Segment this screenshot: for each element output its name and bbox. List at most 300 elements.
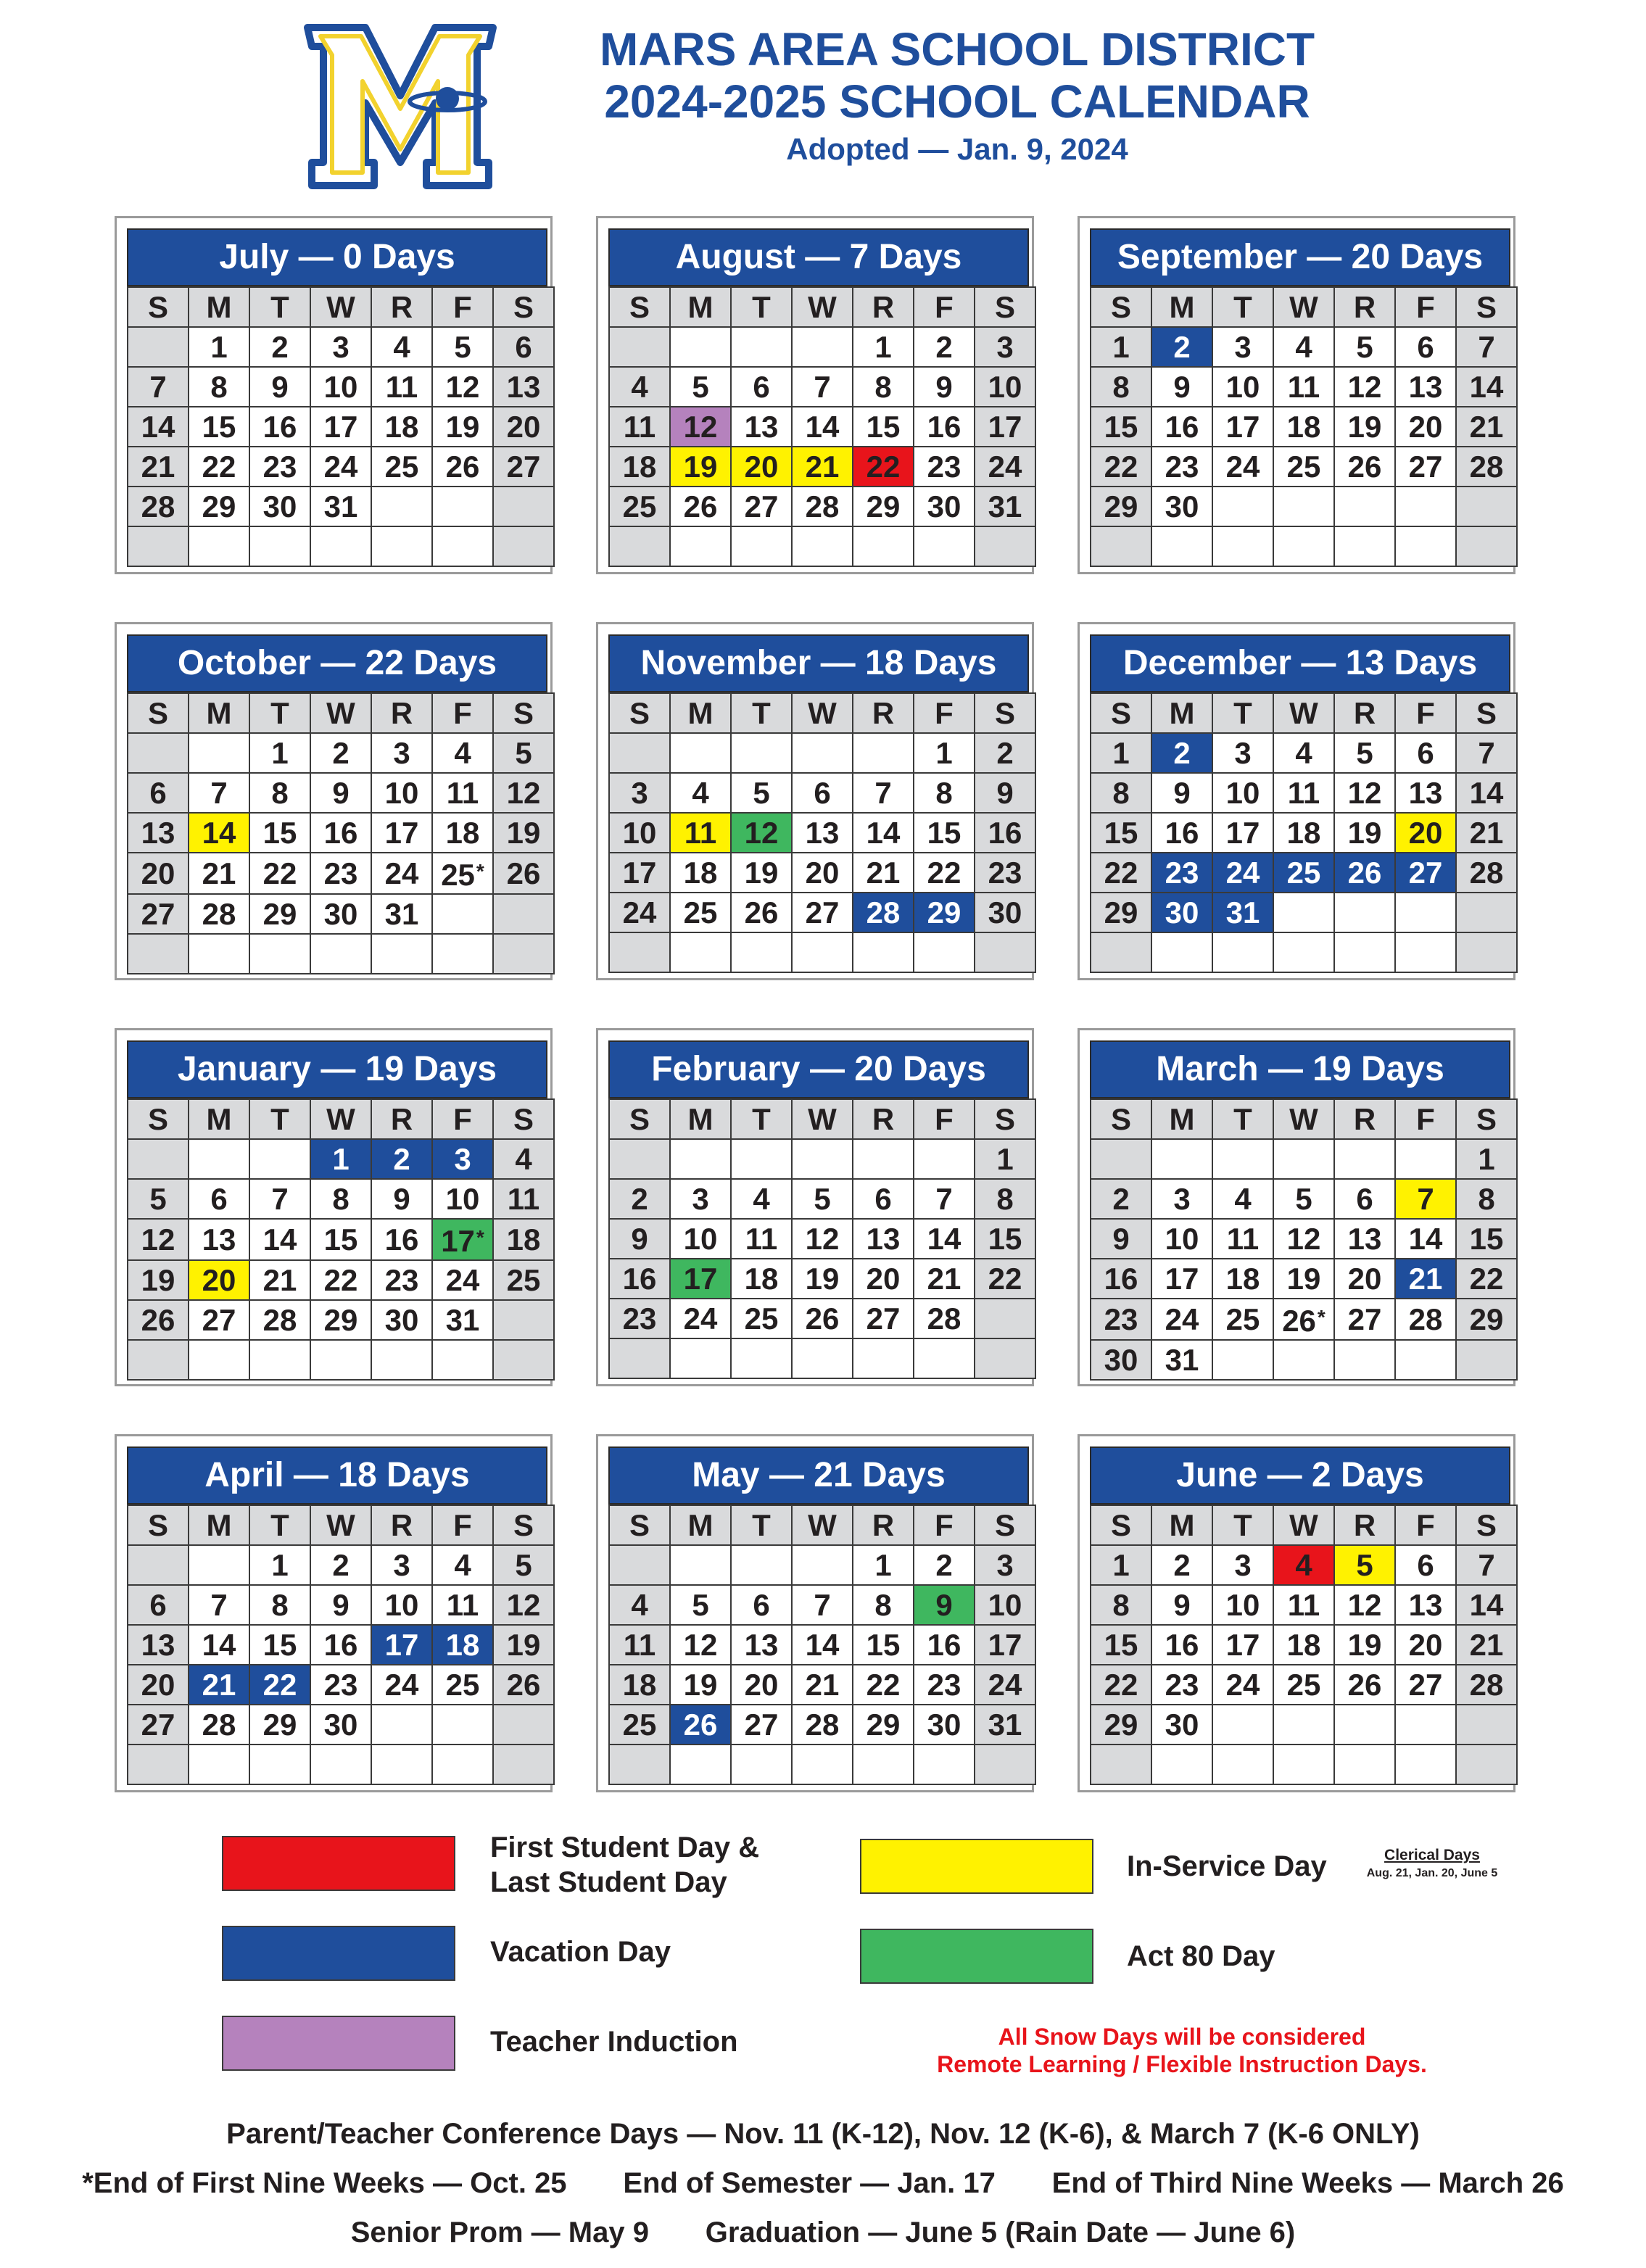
day-cell: 9 — [249, 367, 310, 407]
day-cell: 12 — [731, 813, 792, 853]
weekday-header: W — [310, 1099, 371, 1139]
day-cell: 20 — [1395, 813, 1456, 853]
weekday-header: S — [1091, 1505, 1151, 1545]
day-cell: 14 — [1456, 773, 1517, 813]
day-cell: 20 — [128, 853, 189, 894]
day-cell: 15 — [249, 813, 310, 853]
empty-cell — [1273, 1705, 1334, 1745]
empty-cell — [128, 1545, 189, 1585]
day-cell: 28 — [1395, 1299, 1456, 1340]
day-cell: 3 — [975, 327, 1035, 367]
day-cell: 11 — [432, 773, 493, 813]
weekday-header: W — [310, 693, 371, 733]
legend-label-first-last: First Student Day & Last Student Day — [490, 1832, 760, 1898]
day-cell: 8 — [853, 1585, 914, 1625]
weekday-header: S — [128, 1099, 189, 1139]
empty-cell — [975, 1299, 1035, 1338]
day-cell: 13 — [1395, 773, 1456, 813]
day-cell: 30 — [1151, 1705, 1212, 1745]
day-cell: 31 — [371, 894, 432, 934]
weekday-header: F — [1395, 693, 1456, 733]
third-nine-weeks-note: End of Third Nine Weeks — March 26 — [1051, 2167, 1564, 2199]
day-cell: 19 — [1334, 407, 1395, 447]
day-cell: 1 — [249, 1545, 310, 1585]
day-cell: 12 — [670, 1625, 731, 1665]
calendar-title: 2024-2025 SCHOOL CALENDAR — [604, 75, 1310, 128]
weekday-header: F — [914, 1099, 975, 1139]
weekday-header: S — [975, 287, 1035, 327]
empty-cell — [792, 327, 853, 367]
day-cell: 15 — [853, 1625, 914, 1665]
day-cell: 11 — [493, 1179, 554, 1219]
day-cell: 1 — [853, 327, 914, 367]
day-cell: 14 — [189, 1625, 249, 1665]
weekday-header: F — [432, 287, 493, 327]
empty-cell — [189, 1340, 249, 1380]
day-cell: 2 — [1151, 1545, 1212, 1585]
day-cell: 4 — [609, 1585, 670, 1625]
day-cell: 20 — [731, 447, 792, 487]
day-cell: 5 — [670, 1585, 731, 1625]
empty-cell — [371, 1340, 432, 1380]
day-cell: 1 — [1091, 327, 1151, 367]
weekday-header: T — [731, 287, 792, 327]
day-cell: 10 — [1212, 367, 1273, 407]
day-cell: 10 — [1151, 1219, 1212, 1259]
day-cell: 5 — [493, 733, 554, 773]
marking-period-line — [0, 2165, 1646, 2201]
day-cell: 21 — [853, 853, 914, 893]
day-cell: 16 — [249, 407, 310, 447]
empty-cell — [189, 526, 249, 566]
day-cell: 30 — [914, 1705, 975, 1745]
weekday-header: R — [371, 693, 432, 733]
empty-cell — [670, 526, 731, 566]
month-title: March — 19 Days — [1090, 1040, 1510, 1098]
day-cell: 18 — [609, 447, 670, 487]
day-cell: 15 — [310, 1219, 371, 1260]
day-cell: 1 — [1091, 733, 1151, 773]
day-cell: 10 — [670, 1219, 731, 1259]
day-cell: 15 — [853, 407, 914, 447]
day-cell: 13 — [189, 1219, 249, 1260]
day-cell: 11 — [371, 367, 432, 407]
empty-cell — [1334, 1139, 1395, 1179]
day-cell: 21 — [189, 1665, 249, 1705]
weekday-header: W — [1273, 1505, 1334, 1545]
legend-swatch-first-last — [222, 1836, 455, 1891]
day-cell: 20 — [493, 407, 554, 447]
day-cell: 22 — [310, 1260, 371, 1300]
weekday-header: T — [731, 1099, 792, 1139]
day-cell: 18 — [493, 1219, 554, 1260]
day-cell: 26 — [493, 1665, 554, 1705]
day-cell: 19 — [670, 1665, 731, 1705]
day-cell: 28 — [792, 1705, 853, 1745]
day-cell: 18 — [1273, 813, 1334, 853]
day-cell: 22 — [853, 1665, 914, 1705]
day-cell: 22 — [189, 447, 249, 487]
weekday-header: M — [670, 1505, 731, 1545]
day-cell: 11 — [670, 813, 731, 853]
day-cell: 20 — [731, 1665, 792, 1705]
day-cell: 25 — [493, 1260, 554, 1300]
day-cell: 22 — [1091, 853, 1151, 893]
weekday-header: M — [1151, 287, 1212, 327]
empty-cell — [310, 1340, 371, 1380]
day-cell: 1 — [853, 1545, 914, 1585]
day-cell: 23 — [310, 853, 371, 894]
day-cell: 21 — [792, 447, 853, 487]
empty-cell — [914, 526, 975, 566]
day-cell: 25 — [1273, 853, 1334, 893]
empty-cell — [609, 1745, 670, 1784]
day-cell: 5 — [1334, 1545, 1395, 1585]
day-cell: 4 — [493, 1139, 554, 1179]
day-cell: 5 — [1334, 327, 1395, 367]
day-cell: 5 — [1334, 733, 1395, 773]
empty-cell — [128, 1340, 189, 1380]
empty-cell — [731, 1338, 792, 1378]
day-cell: 22 — [1091, 447, 1151, 487]
day-cell: 9 — [1151, 367, 1212, 407]
day-cell: 27 — [493, 447, 554, 487]
day-cell: 8 — [189, 367, 249, 407]
day-cell: 21 — [1456, 1625, 1517, 1665]
day-cell: 1 — [975, 1139, 1035, 1179]
month-calendar — [115, 1434, 553, 1792]
month-title: September — 20 Days — [1090, 228, 1510, 286]
day-cell: 13 — [1334, 1219, 1395, 1259]
day-cell: 6 — [189, 1179, 249, 1219]
day-cell: 8 — [1091, 773, 1151, 813]
day-cell: 10 — [975, 1585, 1035, 1625]
day-cell: 5 — [792, 1179, 853, 1219]
empty-cell — [249, 1139, 310, 1179]
empty-cell — [493, 1300, 554, 1340]
weekday-header: T — [1212, 1099, 1273, 1139]
day-cell: 24 — [432, 1260, 493, 1300]
month-title: January — 19 Days — [127, 1040, 547, 1098]
day-cell: 17* — [432, 1219, 493, 1260]
day-cell: 29 — [853, 487, 914, 526]
empty-cell — [975, 526, 1035, 566]
empty-cell — [189, 733, 249, 773]
day-cell: 23 — [914, 1665, 975, 1705]
empty-cell — [1151, 1745, 1212, 1784]
day-cell: 2 — [914, 1545, 975, 1585]
day-cell: 26 — [432, 447, 493, 487]
day-cell: 17 — [1212, 813, 1273, 853]
day-cell: 24 — [310, 447, 371, 487]
weekday-header: F — [432, 693, 493, 733]
empty-cell — [493, 894, 554, 934]
day-cell: 26 — [128, 1300, 189, 1340]
day-cell: 29 — [1091, 893, 1151, 932]
weekday-header: S — [128, 287, 189, 327]
day-cell: 8 — [1091, 367, 1151, 407]
day-cell: 30 — [249, 487, 310, 526]
day-cell: 17 — [975, 407, 1035, 447]
day-cell: 5 — [493, 1545, 554, 1585]
day-cell: 16 — [1151, 407, 1212, 447]
legend-label-vacation: Vacation Day — [490, 1936, 671, 1968]
day-cell: 19 — [670, 447, 731, 487]
empty-cell — [914, 1139, 975, 1179]
empty-cell — [1456, 1745, 1517, 1784]
empty-cell — [128, 526, 189, 566]
day-cell: 9 — [914, 367, 975, 407]
day-cell: 9 — [1151, 773, 1212, 813]
weekday-header: M — [670, 287, 731, 327]
day-cell: 3 — [1212, 327, 1273, 367]
day-cell: 24 — [975, 447, 1035, 487]
day-cell: 7 — [792, 367, 853, 407]
empty-cell — [493, 526, 554, 566]
empty-cell — [609, 1545, 670, 1585]
day-cell: 26 — [1334, 1665, 1395, 1705]
empty-cell — [1456, 1340, 1517, 1380]
day-cell: 21 — [1456, 813, 1517, 853]
weekday-header: F — [914, 287, 975, 327]
weekday-header: T — [731, 693, 792, 733]
district-logo — [299, 17, 502, 191]
day-cell: 30 — [310, 1705, 371, 1745]
weekday-header: M — [189, 1099, 249, 1139]
empty-cell — [1091, 1745, 1151, 1784]
day-cell: 26 — [670, 487, 731, 526]
day-cell: 24 — [371, 853, 432, 894]
day-cell: 13 — [853, 1219, 914, 1259]
day-cell: 7 — [249, 1179, 310, 1219]
legend-swatch-act80 — [860, 1929, 1093, 1984]
day-cell: 17 — [371, 813, 432, 853]
day-cell: 2 — [310, 1545, 371, 1585]
day-cell: 14 — [853, 813, 914, 853]
weekday-header: S — [1456, 693, 1517, 733]
day-cell: 3 — [609, 773, 670, 813]
day-cell: 19 — [1273, 1259, 1334, 1299]
month-calendar — [1078, 1028, 1515, 1386]
weekday-header: S — [128, 693, 189, 733]
empty-cell — [128, 934, 189, 974]
weekday-header: M — [670, 693, 731, 733]
semester-note: End of Semester — Jan. 17 — [623, 2167, 996, 2199]
day-cell: 29 — [1091, 487, 1151, 526]
empty-cell — [1395, 1340, 1456, 1380]
day-cell: 28 — [792, 487, 853, 526]
weekday-header: S — [609, 1505, 670, 1545]
weekday-header: R — [853, 1099, 914, 1139]
day-cell: 6 — [1395, 327, 1456, 367]
empty-cell — [792, 1545, 853, 1585]
day-cell: 20 — [1395, 1625, 1456, 1665]
day-cell: 26 — [1334, 447, 1395, 487]
empty-cell — [432, 934, 493, 974]
day-cell: 8 — [914, 773, 975, 813]
empty-cell — [249, 1340, 310, 1380]
empty-cell — [189, 1139, 249, 1179]
weekday-header: R — [1334, 1099, 1395, 1139]
day-cell: 5 — [432, 327, 493, 367]
empty-cell — [1395, 932, 1456, 972]
empty-cell — [792, 1139, 853, 1179]
day-cell: 14 — [128, 407, 189, 447]
day-cell: 31 — [310, 487, 371, 526]
month-calendar — [596, 1434, 1034, 1792]
day-cell: 22 — [853, 447, 914, 487]
day-cell: 10 — [432, 1179, 493, 1219]
day-cell: 7 — [1456, 327, 1517, 367]
day-cell: 6 — [128, 1585, 189, 1625]
day-cell: 2 — [914, 327, 975, 367]
day-cell: 15 — [1091, 1625, 1151, 1665]
day-cell: 16 — [371, 1219, 432, 1260]
day-cell: 20 — [1334, 1259, 1395, 1299]
weekday-header: M — [1151, 1099, 1212, 1139]
empty-cell — [310, 526, 371, 566]
day-cell: 11 — [1273, 773, 1334, 813]
empty-cell — [731, 327, 792, 367]
day-cell: 25 — [1273, 1665, 1334, 1705]
weekday-header: W — [310, 1505, 371, 1545]
month-calendar — [596, 1028, 1034, 1386]
empty-cell — [128, 1139, 189, 1179]
weekday-header: R — [1334, 287, 1395, 327]
empty-cell — [670, 1139, 731, 1179]
day-cell: 25 — [371, 447, 432, 487]
empty-cell — [128, 733, 189, 773]
day-cell: 27 — [792, 893, 853, 932]
empty-cell — [1273, 526, 1334, 566]
empty-cell — [1212, 487, 1273, 526]
empty-cell — [1395, 1139, 1456, 1179]
day-cell: 19 — [432, 407, 493, 447]
empty-cell — [1334, 1340, 1395, 1380]
day-cell: 14 — [249, 1219, 310, 1260]
day-cell: 19 — [493, 813, 554, 853]
legend-label-induction: Teacher Induction — [490, 2026, 738, 2058]
empty-cell — [792, 526, 853, 566]
day-cell: 12 — [493, 1585, 554, 1625]
day-cell: 30 — [310, 894, 371, 934]
weekday-header: S — [128, 1505, 189, 1545]
empty-cell — [1273, 487, 1334, 526]
empty-cell — [371, 526, 432, 566]
empty-cell — [1395, 1705, 1456, 1745]
day-cell: 7 — [853, 773, 914, 813]
day-cell: 6 — [731, 1585, 792, 1625]
day-cell: 23 — [249, 447, 310, 487]
day-cell: 19 — [128, 1260, 189, 1300]
empty-cell — [670, 1338, 731, 1378]
empty-cell — [670, 1545, 731, 1585]
day-cell: 21 — [249, 1260, 310, 1300]
day-cell: 14 — [914, 1219, 975, 1259]
weekday-header: T — [731, 1505, 792, 1545]
day-cell: 29 — [1091, 1705, 1151, 1745]
day-cell: 15 — [914, 813, 975, 853]
day-cell: 7 — [189, 1585, 249, 1625]
day-cell: 13 — [128, 813, 189, 853]
day-cell: 4 — [432, 1545, 493, 1585]
day-cell: 19 — [1334, 1625, 1395, 1665]
day-cell: 18 — [432, 813, 493, 853]
day-cell: 16 — [1151, 813, 1212, 853]
weekday-header: W — [1273, 287, 1334, 327]
empty-cell — [792, 733, 853, 773]
day-cell: 8 — [249, 773, 310, 813]
day-cell: 5 — [731, 773, 792, 813]
day-cell: 6 — [1334, 1179, 1395, 1219]
empty-cell — [1395, 893, 1456, 932]
day-cell: 3 — [310, 327, 371, 367]
weekday-header: T — [1212, 693, 1273, 733]
empty-cell — [1456, 932, 1517, 972]
day-cell: 24 — [609, 893, 670, 932]
day-cell: 27 — [731, 1705, 792, 1745]
day-cell: 7 — [1456, 1545, 1517, 1585]
empty-cell — [432, 894, 493, 934]
day-cell: 24 — [1212, 1665, 1273, 1705]
empty-cell — [432, 487, 493, 526]
day-cell: 20 — [792, 853, 853, 893]
day-cell: 29 — [914, 893, 975, 932]
day-cell: 21 — [792, 1665, 853, 1705]
day-cell: 29 — [853, 1705, 914, 1745]
empty-cell — [189, 1545, 249, 1585]
day-cell: 26 — [493, 853, 554, 894]
day-cell: 12 — [1334, 773, 1395, 813]
day-cell: 2 — [1151, 327, 1212, 367]
weekday-header: S — [1456, 1505, 1517, 1545]
day-cell: 4 — [371, 327, 432, 367]
empty-cell — [310, 934, 371, 974]
empty-cell — [1334, 526, 1395, 566]
day-cell: 2 — [371, 1139, 432, 1179]
day-cell: 25 — [731, 1299, 792, 1338]
day-cell: 3 — [1212, 733, 1273, 773]
month-calendar — [596, 216, 1034, 574]
day-cell: 21 — [914, 1259, 975, 1299]
day-cell: 9 — [914, 1585, 975, 1625]
district-title: MARS AREA SCHOOL DISTRICT — [599, 23, 1315, 75]
day-cell: 19 — [792, 1259, 853, 1299]
weekday-header: S — [609, 1099, 670, 1139]
day-cell: 2 — [609, 1179, 670, 1219]
day-cell: 27 — [128, 894, 189, 934]
empty-cell — [189, 1745, 249, 1784]
day-cell: 14 — [1456, 367, 1517, 407]
day-cell: 22 — [249, 853, 310, 894]
weekday-header: R — [371, 287, 432, 327]
day-cell: 5 — [670, 367, 731, 407]
day-cell: 10 — [1212, 773, 1273, 813]
empty-cell — [609, 1139, 670, 1179]
empty-cell — [609, 1338, 670, 1378]
day-cell: 1 — [1456, 1139, 1517, 1179]
day-cell: 22 — [1456, 1259, 1517, 1299]
day-cell: 31 — [1151, 1340, 1212, 1380]
legend-swatch-inservice — [860, 1839, 1093, 1894]
day-cell: 13 — [1395, 1585, 1456, 1625]
empty-cell — [493, 1340, 554, 1380]
day-cell: 30 — [975, 893, 1035, 932]
legend-swatch-vacation — [222, 1926, 455, 1981]
day-cell: 27 — [1334, 1299, 1395, 1340]
day-cell: 12 — [128, 1219, 189, 1260]
empty-cell — [493, 934, 554, 974]
